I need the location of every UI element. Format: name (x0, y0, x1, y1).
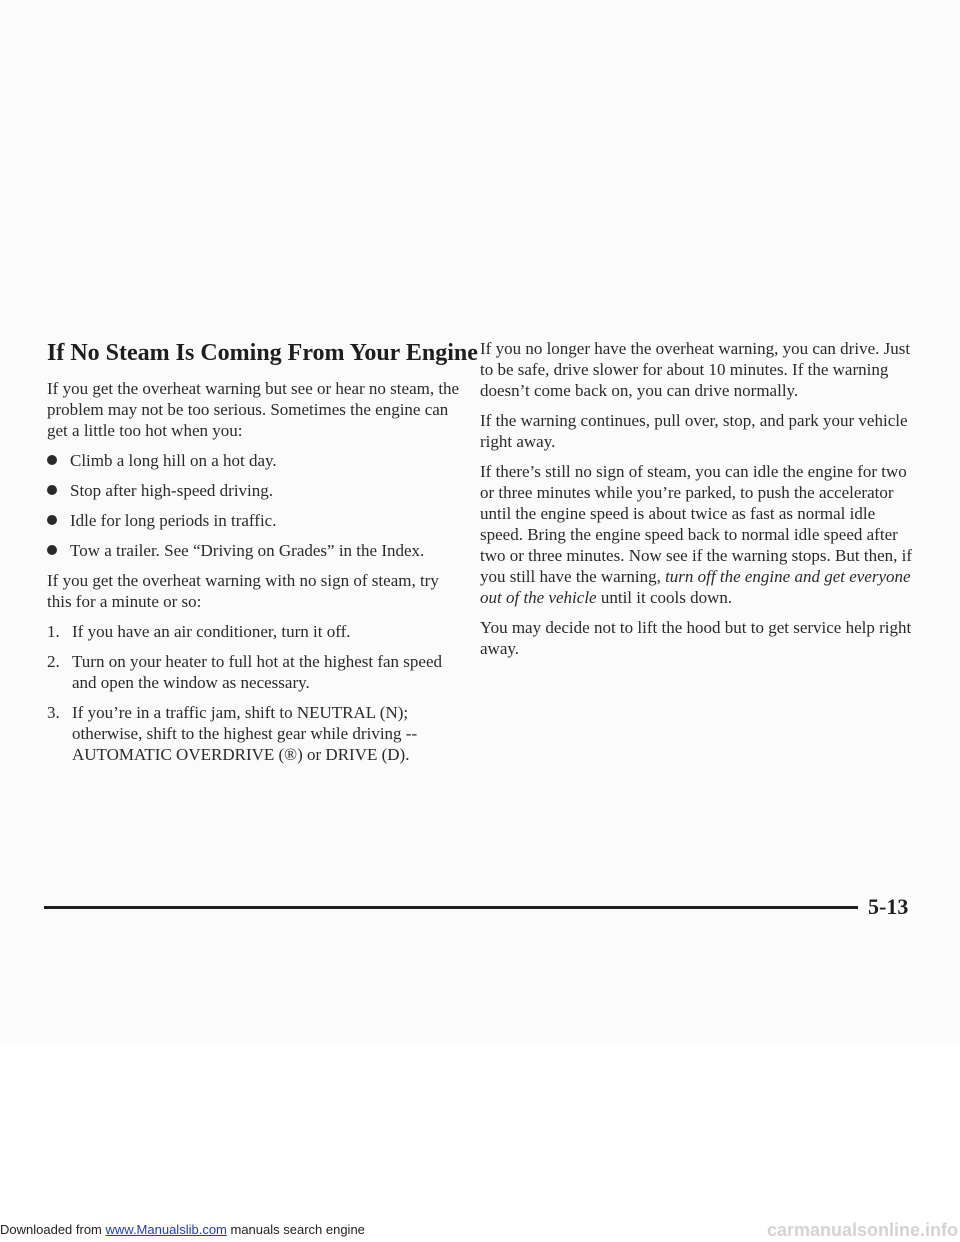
step-text: Turn on your heater to full hot at the highest fan speed and open the window as necessary. (72, 652, 442, 692)
bullet-item: Stop after high-speed driving. (47, 480, 467, 501)
step-text: If you have an air conditioner, turn it off. (72, 622, 351, 641)
paragraph: You may decide not to lift the hood but to get service help right away. (480, 618, 912, 658)
download-footer: Downloaded from www.Manualslib.com manuals search engine (0, 1222, 365, 1237)
step-number: 2. (47, 652, 60, 671)
bullet-item: Climb a long hill on a hot day. (47, 450, 467, 471)
section-heading: If No Steam Is Coming From Your Engine (47, 340, 478, 366)
page-number: 5-13 (868, 894, 909, 919)
step-item (47, 621, 467, 642)
bullet-icon (47, 515, 57, 525)
paragraph: If there’s still no sign of steam, you can idle the engine for two or three minutes while you’re parked, to push the accelerator until the engine speed is about twice as fast as normal idle speed. Bring the engine speed back to normal idle speed after two or three minutes. Now see if the warning stops. But then, if you still have the warning, turn off the engine and get everyone out of the vehicle until it cools down. (480, 462, 913, 607)
bullet-icon (47, 485, 57, 495)
paragraph: If you no longer have the overheat warning, you can drive. Just to be safe, drive slower for about 10 minutes. If the warning doesn’t come back on, you can drive normally. (480, 339, 911, 400)
emphasis-text: turn off the engine and get everyone out of the vehicle (480, 567, 911, 607)
conditions-list (47, 450, 467, 561)
step-text: If you’re in a traffic jam, shift to NEUTRAL (N); otherwise, shift to the highest gear while driving -- AUTOMATIC OVERDRIVE (®) or DRIVE (D). (72, 703, 418, 764)
bullet-icon (47, 545, 57, 555)
footer-rule (44, 906, 858, 909)
right-column (480, 338, 920, 668)
instructions-paragraph: If you get the overheat warning with no sign of steam, try this for a minute or so: (47, 571, 439, 611)
left-column (47, 338, 478, 774)
step-number: 1. (47, 622, 60, 641)
step-item (47, 651, 467, 693)
paragraph: If the warning continues, pull over, stop, and park your vehicle right away. (480, 411, 908, 451)
bullet-icon (47, 455, 57, 465)
intro-paragraph: If you get the overheat warning but see or hear no steam, the problem may not be too serious. Sometimes the engine can get a little too hot when you: (47, 379, 460, 440)
steps-list (47, 621, 467, 765)
bullet-item: Idle for long periods in traffic. (47, 510, 467, 531)
manualslib-link[interactable]: www.Manualslib.com (105, 1222, 227, 1237)
watermark-logo: carmanualsonline.info (766, 1220, 958, 1240)
step-number: 3. (47, 703, 60, 722)
bullet-item: Tow a trailer. See “Driving on Grades” in the Index. (47, 540, 467, 561)
step-item (47, 702, 467, 765)
